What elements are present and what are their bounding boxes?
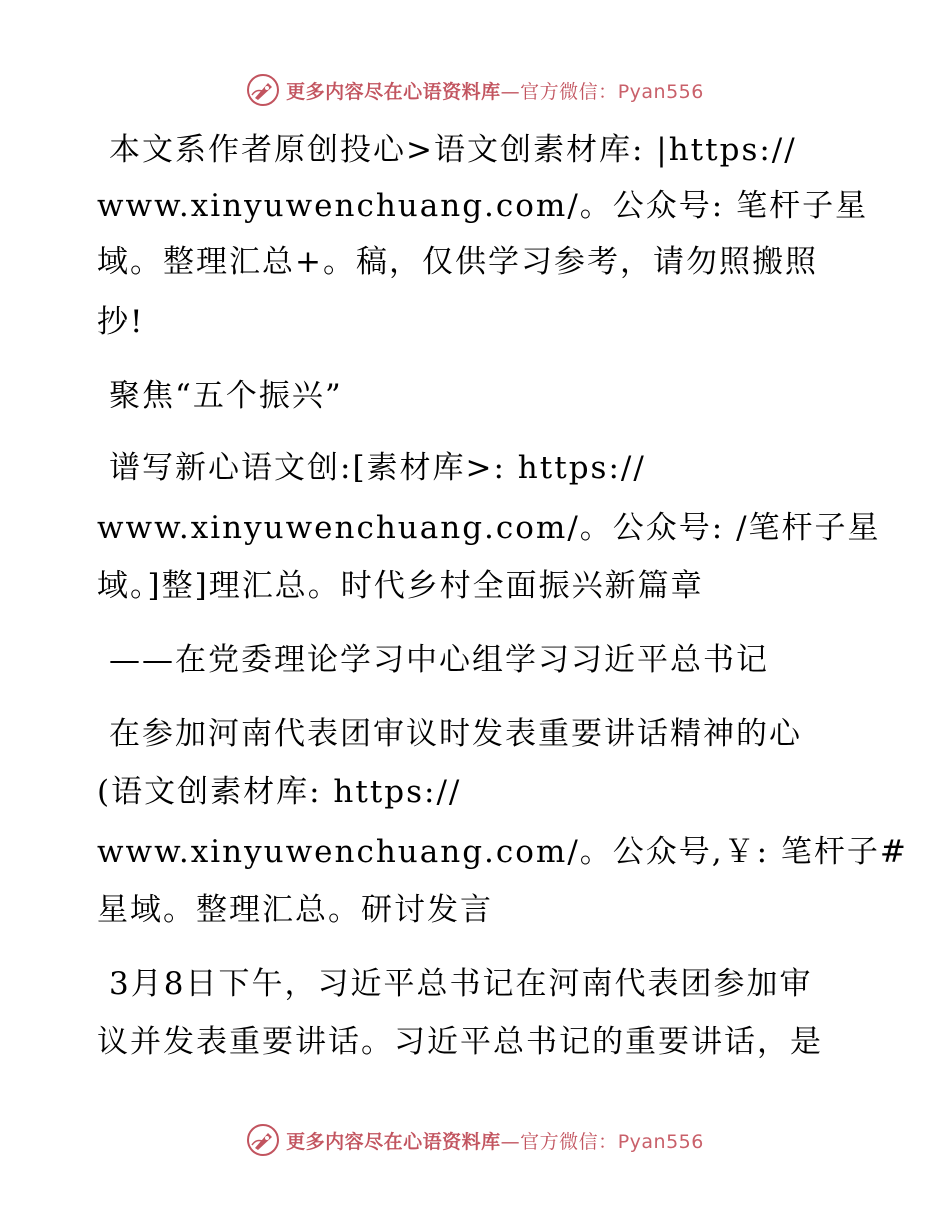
- text-line: 谱写新心语文创:[素材库>: https://: [109, 450, 646, 486]
- text-line: (语文创素材库: https://: [97, 774, 462, 810]
- pen-nib-logo-icon: [246, 73, 280, 107]
- section-heading: 聚焦“五个振兴”: [109, 378, 343, 414]
- text-line: 3月8日下午，习近平总书记在河南代表团参加审: [109, 966, 813, 1002]
- banner-text: [286, 1127, 704, 1154]
- text-line: ——在党委理论学习中心组学习习近平总书记: [109, 642, 769, 678]
- text-line: 在参加河南代表团审议时发表重要讲话精神的心: [109, 716, 802, 752]
- text-line: 星域。整理汇总。研讨发言: [97, 892, 493, 928]
- banner-sub-text: 官方微信：: [520, 80, 618, 103]
- text-line: www.xinyuwenchuang.com/。公众号: 笔杆子星: [97, 188, 869, 224]
- banner-main-text: 更多内容尽在心语资料库: [286, 80, 501, 103]
- text-line: 域。]整]理汇总。时代乡村全面振兴新篇章: [97, 568, 704, 604]
- text-line: 抄!: [97, 304, 145, 340]
- banner-sub-text: 官方微信：: [520, 1130, 618, 1153]
- text-line: 域。整理汇总+。稿，仅供学习参考，请勿照搬照: [97, 244, 818, 280]
- banner-dash: —: [500, 80, 521, 103]
- banner-dash: —: [500, 1130, 521, 1153]
- text-line: 本文系作者原创投心>语文创素材库: |https://: [109, 132, 797, 168]
- pen-nib-logo-icon: [246, 1123, 280, 1157]
- footer-banner: [0, 1120, 950, 1160]
- banner-main-text: 更多内容尽在心语资料库: [286, 1130, 501, 1153]
- banner-text: [286, 77, 704, 104]
- banner-wechat-id: Pyan556: [617, 80, 704, 103]
- header-banner: [0, 70, 950, 110]
- text-line: 议并发表重要讲话。习近平总书记的重要讲话，是: [97, 1024, 823, 1060]
- text-line: www.xinyuwenchuang.com/。公众号: /笔杆子星: [97, 510, 881, 546]
- text-line: www.xinyuwenchuang.com/。公众号,￥: 笔杆子#: [97, 834, 908, 870]
- banner-wechat-id: Pyan556: [617, 1130, 704, 1153]
